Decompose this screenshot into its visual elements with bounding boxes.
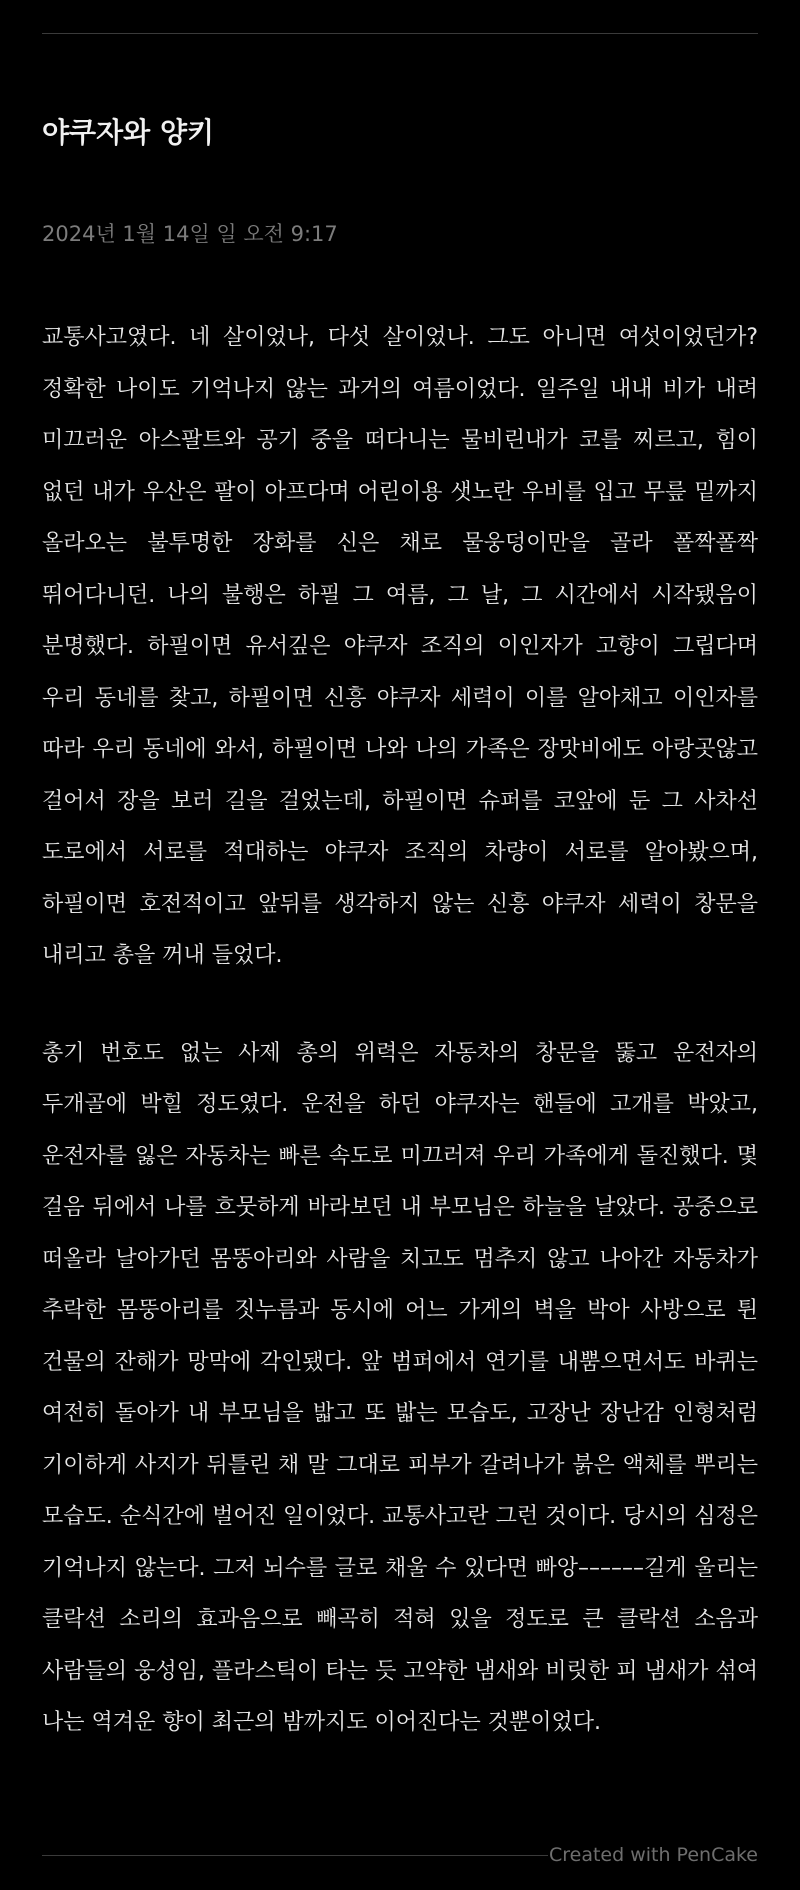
footer xyxy=(42,1838,758,1874)
footer-credit: Created with PenCake xyxy=(548,1844,758,1866)
footer-divider xyxy=(42,1855,548,1856)
top-divider xyxy=(42,33,758,34)
body-paragraph-2: 총기 번호도 없는 사제 총의 위력은 자동차의 창문을 뚫고 운전자의 두개골에 박힐 정도였다. 운전을 하던 야쿠자는 핸들에 고개를 박았고, 운전자를 잃은 자동차는 빠른 속도로 미끄러져 우리 가족에게 돌진했다. 몇 걸음 뒤에서 나를 흐뭇하게 바라보던 내 부모님은 하늘을 날았다. 공중으로 떠올라 날아가던 몸뚱아리와 사람을 치고도 멈추지 않고 나아간 자동차가 추락한 몸뚱아리를 짓누름과 동시에 어느 가게의 벽을 박아 사방으로 튄 건물의 잔해가 망막에 각인됐다. 앞 범퍼에서 연기를 내뿜으면서도 바퀴는 여전히 돌아가 내 부모님을 밟고 또 밟는 모습도, 고장난 장난감 인형처럼 기이하게 사지가 뒤틀린 채 말 그대로 피부가 갈려나가 붉은 액체를 뿌리는 모습도. 순식간에 벌어진 일이었다. 교통사고란 그런 것이다. 당시의 심정은 기억나지 않는다. 그저 뇌수를 글로 채울 수 있다면 빠앙––––––길게 울리는 클락션 소리의 효과음으로 빼곡히 적혀 있을 정도로 큰 클락션 소음과 사람들의 웅성임, 플라스틱이 타는 듯 고약한 냄새와 비릿한 피 냄새가 섞여 나는 역겨운 향이 최근의 밤까지도 이어진다는 것뿐이었다. xyxy=(42,1040,758,1735)
post-date: 2024년 1월 14일 일 오전 9:17 xyxy=(42,222,338,246)
post-title: 야쿠자와 양키 xyxy=(42,116,215,149)
body-paragraph-1: 교통사고였다. 네 살이었나, 다섯 살이었나. 그도 아니면 여섯이었던가? 정확한 나이도 기억나지 않는 과거의 여름이었다. 일주일 내내 비가 내려 미끄러운 아스팔트와 공기 중을 떠다니는 물비린내가 코를 찌르고, 힘이 없던 내가 우산은 팔이 아프다며 어린이용 샛노란 우비를 입고 무릎 밑까지 올라오는 불투명한 장화를 신은 채로 물웅덩이만을 골라 폴짝폴짝 뛰어다니던. 나의 불행은 하필 그 여름, 그 날, 그 시간에서 시작됐음이 분명했다. 하필이면 유서깊은 야쿠자 조직의 이인자가 고향이 그립다며 우리 동네를 찾고, 하필이면 신흥 야쿠자 세력이 이를 알아채고 이인자를 따라 우리 동네에 와서, 하필이면 나와 나의 가족은 장맛비에도 아랑곳않고 걸어서 장을 보러 길을 걸었는데, 하필이면 슈퍼를 코앞에 둔 그 사차선 도로에서 서로를 적대하는 야쿠자 조직의 차량이 서로를 알아봤으며, 하필이면 호전적이고 앞뒤를 생각하지 않는 신흥 야쿠자 세력이 창문을 내리고 총을 꺼내 들었다. xyxy=(42,325,758,968)
post-body xyxy=(42,312,758,1749)
